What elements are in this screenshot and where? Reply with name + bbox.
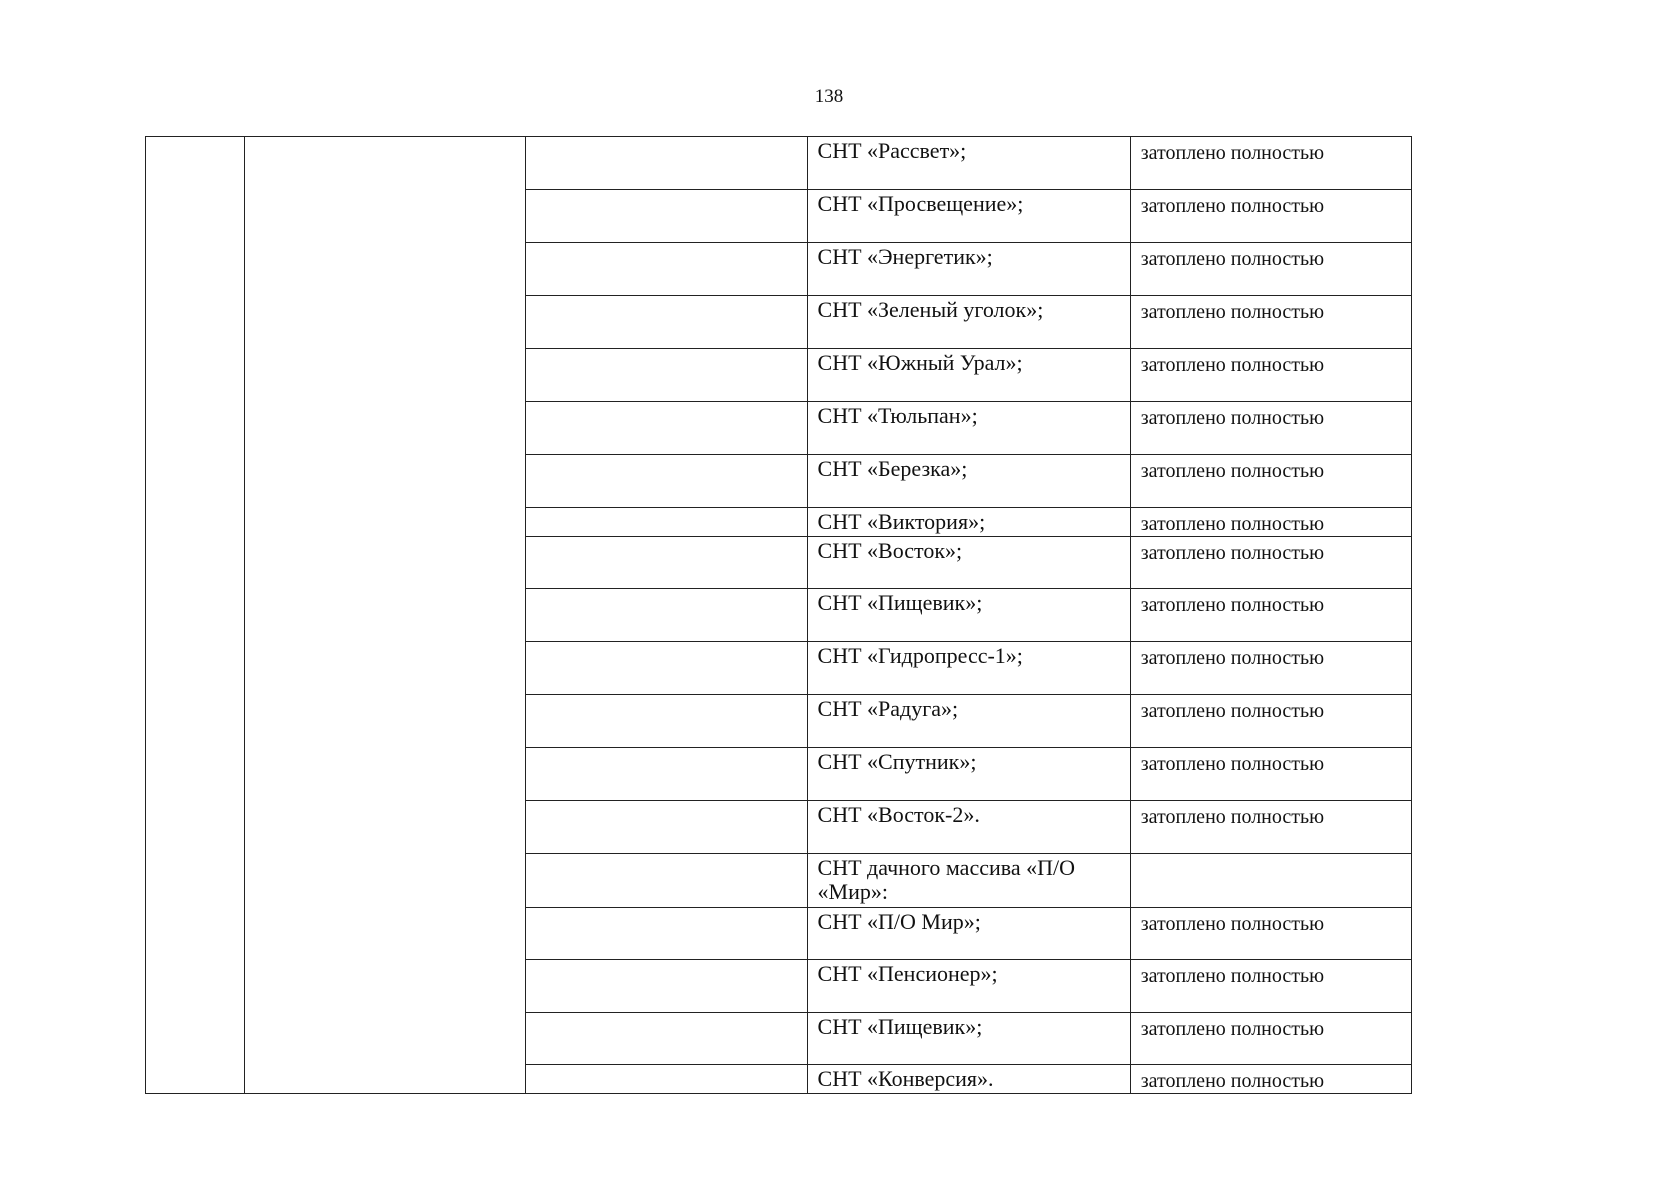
snt-name: СНТ «Пищевик»; <box>817 1014 983 1039</box>
flood-status: затоплено полностью <box>1140 965 1325 987</box>
flood-status: затоплено полностью <box>1140 513 1325 535</box>
name-cell <box>807 508 1130 537</box>
status-cell <box>1130 695 1411 748</box>
name-cell <box>807 537 1130 589</box>
flood-status: затоплено полностью <box>1140 1018 1325 1040</box>
name-cell <box>807 801 1130 854</box>
snt-name: СНТ «Виктория»; <box>817 509 986 534</box>
flood-status: затоплено полностью <box>1140 753 1325 775</box>
snt-name: СНТ «Конверсия». <box>817 1066 994 1091</box>
snt-name: СНТ «Березка»; <box>817 456 968 481</box>
snt-name: СНТ «П/О Мир»; <box>817 909 981 934</box>
status-cell <box>1130 1065 1411 1094</box>
empty-cell <box>526 854 807 908</box>
flood-status: затоплено полностью <box>1140 913 1325 935</box>
snt-name: СНТ «Пенсионер»; <box>817 961 998 986</box>
flood-status: затоплено полностью <box>1140 248 1325 270</box>
name-cell <box>807 137 1130 190</box>
empty-cell <box>526 243 807 296</box>
name-cell <box>807 695 1130 748</box>
empty-cell <box>526 642 807 695</box>
status-cell <box>1130 1013 1411 1065</box>
name-cell <box>807 642 1130 695</box>
flood-status <box>1131 854 1411 858</box>
name-cell <box>807 960 1130 1013</box>
status-cell <box>1130 455 1411 508</box>
empty-cell <box>526 508 807 537</box>
status-cell <box>1130 642 1411 695</box>
flood-status: затоплено полностью <box>1140 647 1325 669</box>
empty-cell <box>526 137 807 190</box>
empty-cell <box>526 402 807 455</box>
flood-status: затоплено полностью <box>1140 700 1325 722</box>
empty-cell <box>526 960 807 1013</box>
empty-cell <box>526 349 807 402</box>
status-cell <box>1130 190 1411 243</box>
name-cell <box>807 455 1130 508</box>
empty-cell <box>526 908 807 960</box>
page-number: 138 <box>814 86 844 107</box>
name-cell <box>807 748 1130 801</box>
name-cell <box>807 349 1130 402</box>
snt-name: СНТ «Пищевик»; <box>817 590 983 615</box>
status-cell <box>1130 537 1411 589</box>
name-cell <box>807 1013 1130 1065</box>
name-cell <box>807 854 1130 908</box>
status-cell <box>1130 908 1411 960</box>
flood-status: затоплено полностью <box>1140 460 1325 482</box>
empty-cell <box>526 190 807 243</box>
snt-name: СНТ дачного массива «П/О «Мир»: <box>817 855 1075 904</box>
status-cell <box>1130 137 1411 190</box>
name-cell <box>807 243 1130 296</box>
empty-cell <box>526 748 807 801</box>
snt-name: СНТ «Тюльпан»; <box>817 403 978 428</box>
snt-name: СНТ «Восток»; <box>817 538 963 563</box>
status-cell <box>1130 402 1411 455</box>
snt-name: СНТ «Гидропресс-1»; <box>817 643 1023 668</box>
snt-name: СНТ «Южный Урал»; <box>817 350 1023 375</box>
flood-status: затоплено полностью <box>1140 407 1325 429</box>
snt-name: СНТ «Восток-2». <box>817 802 980 827</box>
flood-status: затоплено полностью <box>1140 1070 1325 1092</box>
status-cell <box>1130 801 1411 854</box>
status-cell <box>1130 349 1411 402</box>
flood-status: затоплено полностью <box>1140 806 1325 828</box>
name-cell <box>807 589 1130 642</box>
flood-status: затоплено полностью <box>1140 542 1325 564</box>
snt-name: СНТ «Спутник»; <box>817 749 977 774</box>
flood-table <box>145 136 1412 1094</box>
snt-name: СНТ «Энергетик»; <box>817 244 993 269</box>
settlement-column-cell <box>245 137 526 1094</box>
empty-cell <box>526 1013 807 1065</box>
table-row <box>146 137 1412 190</box>
name-cell <box>807 402 1130 455</box>
flood-status: затоплено полностью <box>1140 354 1325 376</box>
flood-status: затоплено полностью <box>1140 142 1325 164</box>
flood-status: затоплено полностью <box>1140 301 1325 323</box>
number-column-cell <box>146 137 245 1094</box>
snt-name: СНТ «Просвещение»; <box>817 191 1024 216</box>
status-cell <box>1130 243 1411 296</box>
flood-status: затоплено полностью <box>1140 195 1325 217</box>
table-body <box>146 137 1412 1094</box>
empty-cell <box>526 455 807 508</box>
status-cell <box>1130 589 1411 642</box>
empty-cell <box>526 801 807 854</box>
snt-name: СНТ «Радуга»; <box>817 696 959 721</box>
status-cell <box>1130 854 1411 908</box>
name-cell <box>807 1065 1130 1094</box>
status-cell <box>1130 748 1411 801</box>
empty-cell <box>526 1065 807 1094</box>
name-cell <box>807 190 1130 243</box>
name-cell <box>807 296 1130 349</box>
snt-name: СНТ «Рассвет»; <box>817 138 967 163</box>
snt-name: СНТ «Зеленый уголок»; <box>817 297 1044 322</box>
empty-cell <box>526 296 807 349</box>
empty-cell <box>526 589 807 642</box>
name-cell <box>807 908 1130 960</box>
flood-status: затоплено полностью <box>1140 594 1325 616</box>
status-cell <box>1130 296 1411 349</box>
status-cell <box>1130 960 1411 1013</box>
empty-cell <box>526 695 807 748</box>
empty-cell <box>526 537 807 589</box>
status-cell <box>1130 508 1411 537</box>
